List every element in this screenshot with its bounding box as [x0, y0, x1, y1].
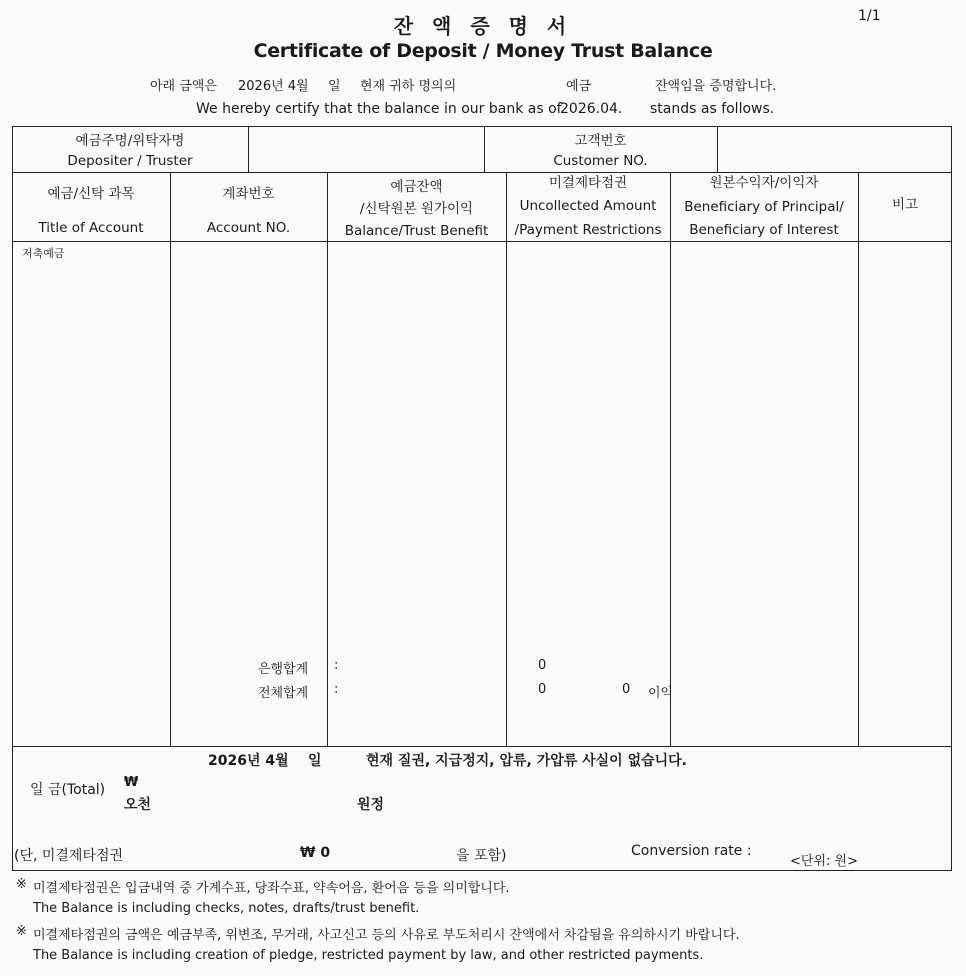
uncollected-amount: ₩ 0	[300, 845, 331, 861]
unit-label: <단위: 원>	[790, 854, 858, 869]
total-amount-label: 일 금(Total)	[30, 782, 106, 798]
note-2-ko: 미결제타점권의 금액은 예금부족, 위변조, 무거래, 사고신고 등의 사유로 부도처리시 잔액에서 차감됨을 유의하시기 바랍니다.	[33, 928, 740, 943]
grand-total-interest-label: 이익	[648, 686, 674, 701]
depositor-label-en: Depositer / Truster	[67, 153, 193, 169]
customer-no-label-en: Customer NO.	[553, 153, 648, 169]
intro-ko-day: 일	[328, 79, 341, 94]
divider-statement	[12, 746, 952, 747]
row-account-type: 저축예금	[22, 247, 65, 260]
bank-total-label: 은행합계	[258, 662, 309, 677]
note-1-mark: ※	[16, 877, 27, 892]
divider-col-remarks	[858, 172, 859, 746]
total-amount-suffix: 원정	[357, 797, 385, 813]
depositor-label-ko: 예금주명/위탁자명	[75, 133, 185, 149]
divider-depositor-value	[248, 126, 249, 172]
divider-col-beneficiary	[670, 172, 671, 746]
intro-en-date: 2026.04.	[560, 101, 623, 117]
divider-col-account-no	[170, 172, 171, 746]
intro-ko-prefix: 아래 금액은	[150, 79, 217, 94]
grand-total-interest: 0	[622, 682, 631, 697]
total-amount-korean: 오천	[124, 797, 152, 813]
col-balance-ko: 예금잔액	[390, 179, 443, 195]
grand-total-colon: :	[334, 682, 339, 697]
total-currency-symbol: ₩	[124, 775, 139, 790]
col-beneficiary-ko: 원본수익자/이익자	[709, 175, 819, 191]
intro-ko-deposit: 예금	[566, 79, 592, 94]
divider-col-balance	[327, 172, 328, 746]
customer-no-label-ko: 고객번호	[574, 133, 627, 149]
col-account-no-ko: 계좌번호	[222, 186, 275, 202]
divider-col-uncollected	[506, 172, 507, 746]
col-account-type-ko: 예금/신탁 과목	[47, 186, 135, 202]
statement-day: 일	[308, 753, 322, 769]
document-title-korean: 잔 액 증 명 서	[393, 14, 573, 38]
uncollected-suffix: 을 포함)	[456, 848, 507, 864]
intro-en-suffix: stands as follows.	[650, 101, 775, 117]
col-remarks-ko: 비고	[891, 197, 919, 213]
col-uncollected-line2: Uncollected Amount	[519, 198, 657, 214]
note-2-en: The Balance is including creation of pledge, restricted payment by law, and other restricted payments.	[33, 948, 704, 963]
statement-text: 현재 질권, 지급정지, 압류, 가압류 사실이 없습니다.	[366, 753, 687, 769]
col-uncollected-en: /Payment Restrictions	[514, 222, 662, 238]
bank-total-colon: :	[334, 658, 339, 673]
col-beneficiary-line2: Beneficiary of Principal/	[684, 199, 844, 215]
note-1-ko: 미결제타점권은 입금내역 중 가계수표, 당좌수표, 약속어음, 환어음 등을 의미합니다.	[33, 881, 510, 896]
divider-customer-value	[717, 126, 718, 172]
col-balance-en: Balance/Trust Benefit	[344, 223, 489, 239]
note-1-en: The Balance is including checks, notes, drafts/trust benefit.	[33, 901, 420, 916]
statement-date: 2026년 4월	[208, 753, 289, 769]
intro-en-prefix: We hereby certify that the balance in our bank as of	[196, 101, 562, 117]
uncollected-prefix: (단, 미결제타점권	[14, 848, 124, 864]
col-account-type-en: Title of Account	[38, 220, 144, 236]
page-number: 1/1	[858, 8, 881, 24]
note-2-mark: ※	[16, 924, 27, 939]
intro-ko-suffix: 잔액임을 증명합니다.	[655, 79, 777, 94]
intro-ko-present: 현재 귀하 명의의	[360, 79, 457, 94]
col-uncollected-ko: 미결제타점권	[548, 175, 628, 191]
grand-total-uncollected: 0	[538, 682, 547, 697]
col-account-no-en: Account NO.	[206, 220, 291, 236]
grand-total-label: 전체합계	[258, 686, 309, 701]
intro-ko-date: 2026년 4월	[238, 79, 309, 94]
bank-total-uncollected: 0	[538, 658, 547, 673]
document-title-english: Certificate of Deposit / Money Trust Balance	[253, 40, 713, 62]
col-beneficiary-en: Beneficiary of Interest	[689, 222, 839, 238]
col-balance-line2: /신탁원본 원가이익	[359, 201, 474, 217]
conversion-rate-label: Conversion rate :	[631, 843, 752, 859]
